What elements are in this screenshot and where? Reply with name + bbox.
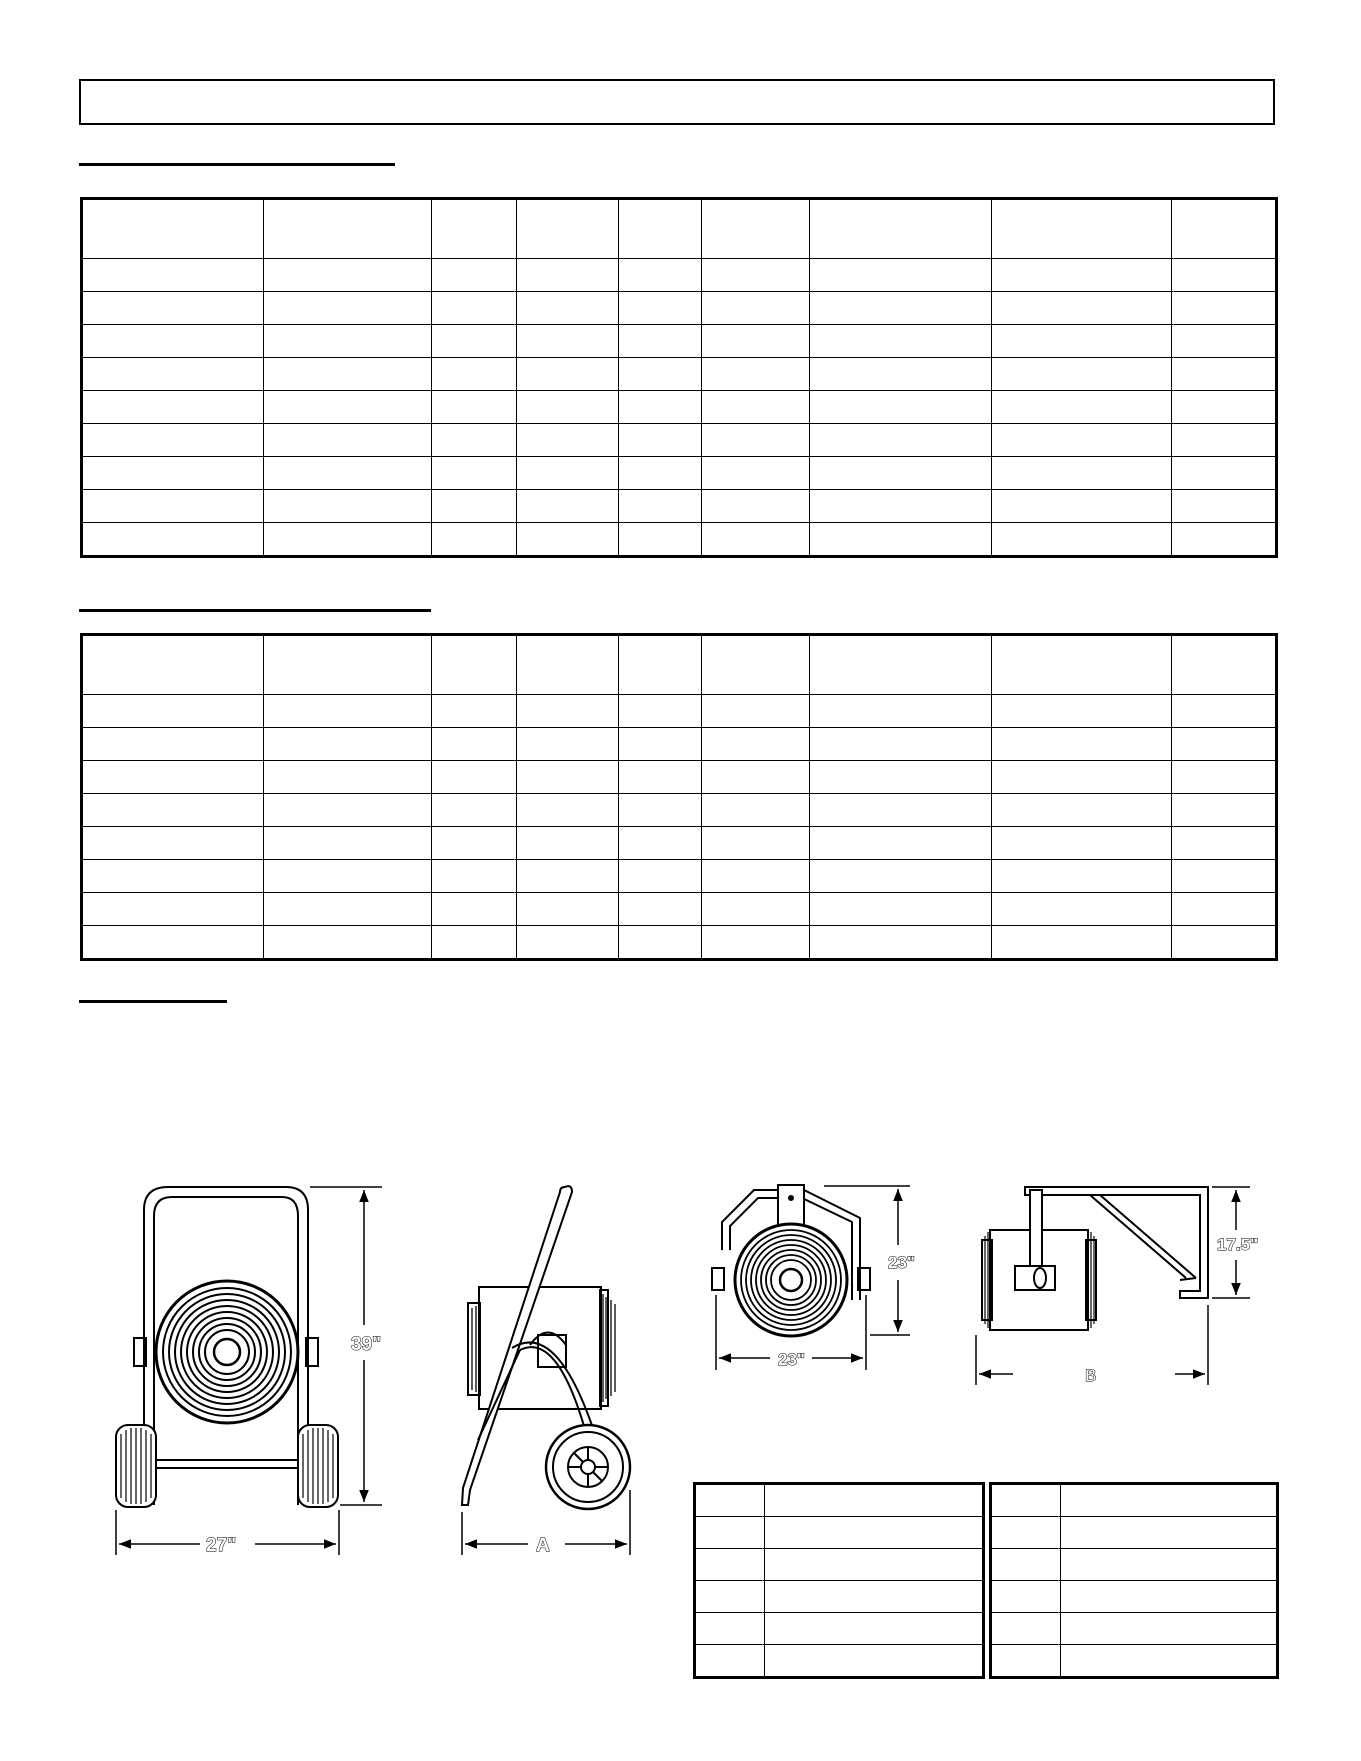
mount-front-width-label: 23" [778, 1350, 805, 1369]
side-depth-label: A [536, 1535, 550, 1556]
mount-side-view-drawing [982, 1187, 1208, 1330]
mount-front-view-drawing [712, 1185, 870, 1336]
mount-front-height-label: 23" [888, 1253, 915, 1272]
front-width-label: 27" [206, 1535, 237, 1556]
front-view-drawing [116, 1187, 338, 1507]
side-view-drawing [462, 1186, 630, 1509]
mount-side-depth-label: B [1085, 1366, 1097, 1385]
mount-side-height-label: 17.5" [1217, 1235, 1259, 1254]
front-height-label: 39" [351, 1334, 382, 1355]
